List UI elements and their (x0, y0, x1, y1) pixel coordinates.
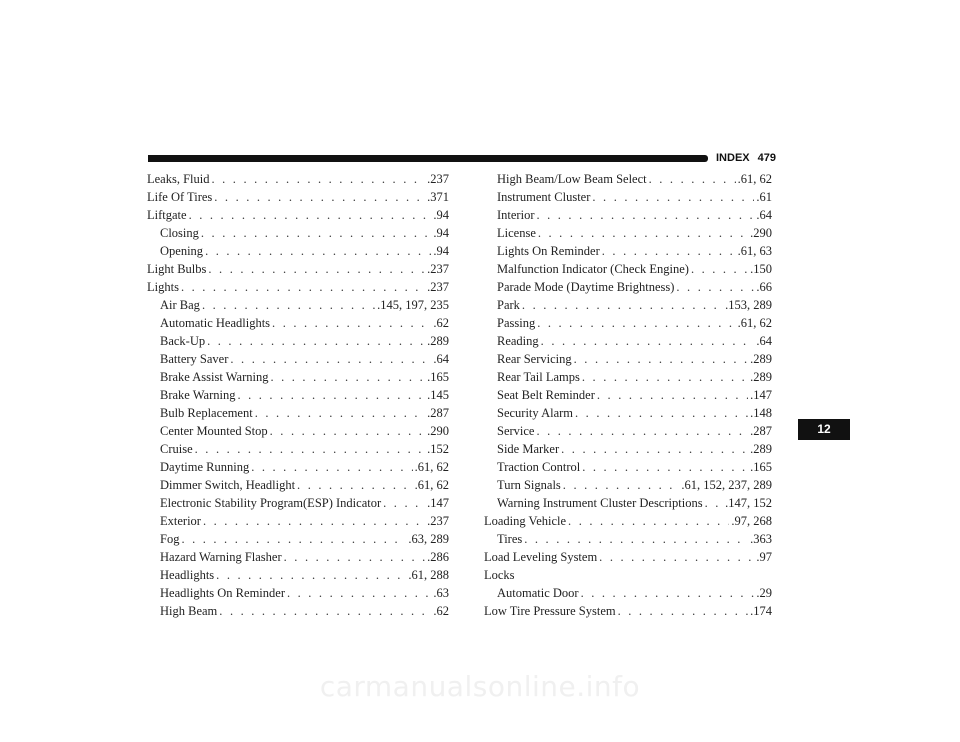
dot-leader (537, 314, 735, 332)
index-page-refs: .287 (427, 406, 449, 420)
index-entry (147, 440, 449, 458)
index-entry (147, 422, 449, 440)
index-term: Passing (497, 316, 536, 330)
index-entry (147, 278, 449, 296)
index-entry (484, 350, 772, 368)
index-page-refs: .289 (750, 370, 772, 384)
index-page-refs: .289 (427, 334, 449, 348)
index-page-refs: .61, 288 (408, 568, 449, 582)
index-term: Closing (160, 226, 199, 240)
index-term: Light Bulbs (147, 262, 207, 276)
index-page-refs: .97, 268 (731, 514, 772, 528)
index-entry (147, 296, 449, 314)
dot-leader (270, 422, 425, 440)
index-entry (147, 332, 449, 350)
index-column-left (147, 170, 449, 620)
index-page-refs: .237 (427, 280, 449, 294)
index-page-refs: .150 (750, 262, 772, 276)
dot-leader (582, 368, 748, 386)
index-entry (147, 242, 449, 260)
dot-leader (270, 368, 425, 386)
index-page-refs: .290 (750, 226, 772, 240)
index-entry (484, 566, 772, 584)
index-entry (484, 332, 772, 350)
index-page-refs: .94 (433, 208, 449, 222)
index-page-refs: .147 (427, 496, 449, 510)
index-term: Warning Instrument Cluster Descriptions (497, 496, 703, 510)
index-entry (147, 548, 449, 566)
index-entry (147, 368, 449, 386)
chapter-tab: 12 (798, 419, 850, 440)
index-page-refs: .147, 152 (725, 496, 772, 510)
dot-leader (219, 602, 431, 620)
index-page-refs: .97 (756, 550, 772, 564)
index-page-refs: .371 (427, 190, 449, 204)
index-page-refs: .64 (756, 208, 772, 222)
dot-leader (201, 224, 431, 242)
index-entry (484, 260, 772, 278)
index-entry (484, 242, 772, 260)
dot-leader (568, 512, 729, 530)
index-page-refs: .165 (750, 460, 772, 474)
index-page-refs: .29 (756, 586, 772, 600)
index-term: License (497, 226, 536, 240)
index-term: Brake Warning (160, 388, 236, 402)
index-page-refs: .64 (756, 334, 772, 348)
dot-leader (284, 548, 425, 566)
index-page-refs: .63 (433, 586, 449, 600)
index-term: Dimmer Switch, Headlight (160, 478, 296, 492)
index-term: Headlights On Reminder (160, 586, 285, 600)
index-page-refs: .61, 62 (737, 316, 772, 330)
index-term: Fog (160, 532, 180, 546)
dot-leader (207, 332, 425, 350)
index-entry (484, 458, 772, 476)
index-term: Electronic Stability Program(ESP) Indicator (160, 496, 382, 510)
index-page-refs: .66 (756, 280, 772, 294)
dot-leader (237, 386, 425, 404)
index-entry (147, 530, 449, 548)
index-page-refs: .286 (427, 550, 449, 564)
index-page-refs: .147 (750, 388, 772, 402)
index-term: Opening (160, 244, 204, 258)
index-term: Malfunction Indicator (Check Engine) (497, 262, 689, 276)
header-rule (148, 155, 708, 162)
index-term: Parade Mode (Daytime Brightness) (497, 280, 675, 294)
index-entry (484, 368, 772, 386)
index-entry (147, 206, 449, 224)
index-term: Traction Control (497, 460, 581, 474)
index-term: Locks (484, 568, 515, 582)
index-term: High Beam/Low Beam Select (497, 172, 647, 186)
index-term: Load Leveling System (484, 550, 598, 564)
dot-leader (536, 422, 748, 440)
index-term: Automatic Door (497, 586, 579, 600)
index-term: Life Of Tires (147, 190, 213, 204)
index-entry (484, 422, 772, 440)
index-entry (147, 260, 449, 278)
index-term: Side Marker (497, 442, 560, 456)
dot-leader (541, 332, 755, 350)
index-entry (484, 548, 772, 566)
index-page-refs: .62 (433, 604, 449, 618)
dot-leader (230, 350, 431, 368)
index-term: Liftgate (147, 208, 187, 222)
index-term: Exterior (160, 514, 201, 528)
dot-leader (581, 584, 755, 602)
index-entry (484, 278, 772, 296)
index-entry (484, 188, 772, 206)
index-page-refs: .237 (427, 514, 449, 528)
index-term: Back-Up (160, 334, 206, 348)
index-entry (484, 494, 772, 512)
page-number: 479 (757, 152, 776, 164)
index-entry (147, 224, 449, 242)
watermark: carmanualsonline.info (319, 670, 641, 703)
index-page-refs: .61, 62 (414, 478, 449, 492)
dot-leader (705, 494, 724, 512)
dot-leader (208, 260, 425, 278)
index-term: Cruise (160, 442, 193, 456)
dot-leader (203, 512, 425, 530)
dot-leader (536, 206, 754, 224)
index-term: Automatic Headlights (160, 316, 271, 330)
dot-leader (602, 242, 736, 260)
index-entry (147, 458, 449, 476)
index-page-refs: .174 (750, 604, 772, 618)
dot-leader (202, 296, 375, 314)
index-term: Seat Belt Reminder (497, 388, 595, 402)
dot-leader (563, 476, 680, 494)
dot-leader (691, 260, 748, 278)
index-page-refs: .64 (433, 352, 449, 366)
index-page-refs: .237 (427, 262, 449, 276)
index-page-refs: .152 (427, 442, 449, 456)
index-entry (484, 314, 772, 332)
dot-leader (272, 314, 431, 332)
index-entry (484, 296, 772, 314)
index-term: Leaks, Fluid (147, 172, 210, 186)
index-term: Daytime Running (160, 460, 250, 474)
index-entry (147, 170, 449, 188)
index-entry (484, 206, 772, 224)
index-entry (147, 566, 449, 584)
index-column-right (484, 170, 772, 620)
dot-leader (216, 566, 406, 584)
index-page-refs: .145 (427, 388, 449, 402)
dot-leader (575, 404, 748, 422)
index-page-refs: .61, 62 (737, 172, 772, 186)
index-term: Battery Saver (160, 352, 229, 366)
dot-leader (592, 188, 754, 206)
index-term: High Beam (160, 604, 218, 618)
dot-leader (597, 386, 748, 404)
index-entry (147, 494, 449, 512)
index-entry (147, 404, 449, 422)
dot-leader (538, 224, 748, 242)
index-entry (484, 440, 772, 458)
index-page-refs: .237 (427, 172, 449, 186)
index-term: Park (497, 298, 520, 312)
dot-leader (181, 278, 425, 296)
dot-leader (189, 206, 432, 224)
index-term: Reading (497, 334, 539, 348)
index-page-refs: .61, 63 (737, 244, 772, 258)
index-entry (147, 350, 449, 368)
index-entry (147, 188, 449, 206)
index-term: Security Alarm (497, 406, 574, 420)
index-term: Headlights (160, 568, 215, 582)
index-page-refs: .94 (433, 226, 449, 240)
dot-leader (599, 548, 754, 566)
index-page-refs: .62 (433, 316, 449, 330)
index-page-refs: .165 (427, 370, 449, 384)
index-entry (147, 314, 449, 332)
index-term: Brake Assist Warning (160, 370, 269, 384)
index-term: Instrument Cluster (497, 190, 591, 204)
index-term: Rear Tail Lamps (497, 370, 580, 384)
index-page-refs: .289 (750, 352, 772, 366)
dot-leader (574, 350, 748, 368)
section-title: INDEX (716, 152, 750, 164)
index-term: Center Mounted Stop (160, 424, 268, 438)
index-entry (484, 476, 772, 494)
dot-leader (181, 530, 406, 548)
index-entry (484, 224, 772, 242)
dot-leader (214, 188, 425, 206)
index-entry (484, 404, 772, 422)
index-entry (147, 602, 449, 620)
dot-leader (195, 440, 425, 458)
index-entry (147, 476, 449, 494)
dot-leader (524, 530, 748, 548)
dot-leader (649, 170, 736, 188)
index-entry (484, 530, 772, 548)
index-term: Rear Servicing (497, 352, 572, 366)
index-page-refs: .290 (427, 424, 449, 438)
index-page-refs: .289 (750, 442, 772, 456)
index-page-refs: .61, 152, 237, 289 (681, 478, 772, 492)
index-page-refs: .363 (750, 532, 772, 546)
index-term: Turn Signals (497, 478, 561, 492)
index-page-refs: .153, 289 (725, 298, 772, 312)
page-header (716, 150, 806, 166)
index-term: Service (497, 424, 535, 438)
index-term: Loading Vehicle (484, 514, 567, 528)
dot-leader (676, 278, 754, 296)
dot-leader (618, 602, 749, 620)
index-entry (147, 512, 449, 530)
index-entry (484, 512, 772, 530)
index-term: Tires (497, 532, 523, 546)
index-term: Air Bag (160, 298, 200, 312)
index-term: Bulb Replacement (160, 406, 253, 420)
dot-leader (297, 476, 413, 494)
index-term: Low Tire Pressure System (484, 604, 616, 618)
dot-leader (287, 584, 431, 602)
index-page-refs: .63, 289 (408, 532, 449, 546)
index-entry (484, 584, 772, 602)
index-term: Hazard Warning Flasher (160, 550, 282, 564)
dot-leader (212, 170, 426, 188)
dot-leader (522, 296, 723, 314)
dot-leader (383, 494, 425, 512)
index-entry (484, 602, 772, 620)
index-entry (484, 386, 772, 404)
index-page-refs: .61, 62 (414, 460, 449, 474)
dot-leader (582, 458, 748, 476)
index-page-refs: .94 (433, 244, 449, 258)
index-entry (147, 584, 449, 602)
index-term: Lights (147, 280, 179, 294)
index-page-refs: .148 (750, 406, 772, 420)
index-page-refs: .287 (750, 424, 772, 438)
dot-leader (561, 440, 748, 458)
index-entry (484, 170, 772, 188)
dot-leader (255, 404, 425, 422)
index-term: Lights On Reminder (497, 244, 600, 258)
index-page-refs: .145, 197, 235 (377, 298, 449, 312)
dot-leader (251, 458, 412, 476)
index-term: Interior (497, 208, 535, 222)
index-entry (147, 386, 449, 404)
index-page-refs: .61 (756, 190, 772, 204)
dot-leader (205, 242, 431, 260)
